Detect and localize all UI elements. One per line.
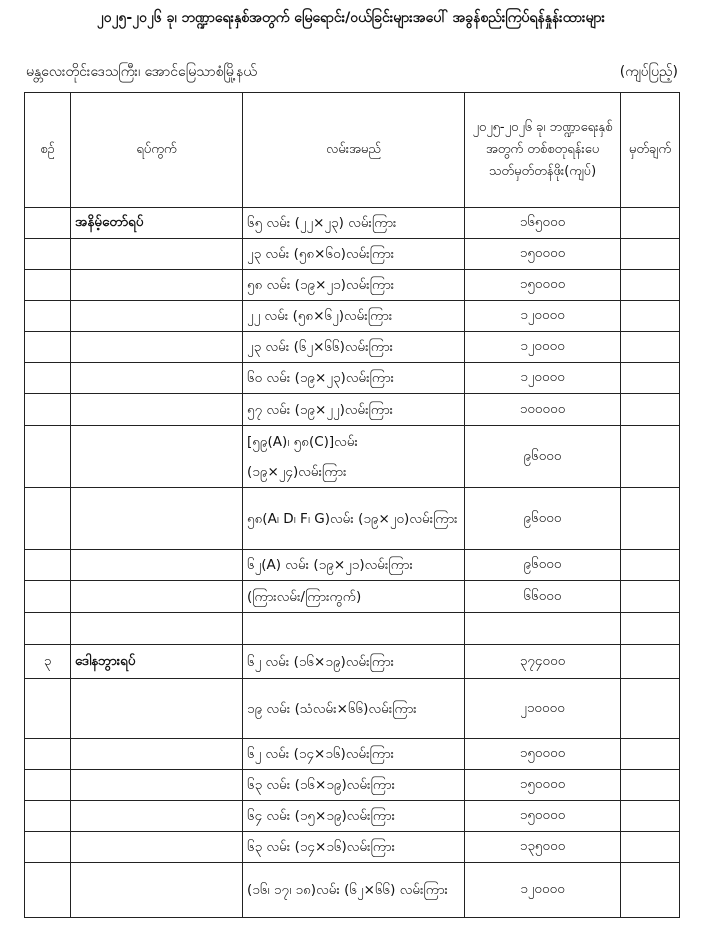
table-row (25, 332, 680, 363)
row-price: ၁၆၅၀၀၀ (465, 208, 621, 239)
region-label: မန္တလေးတိုင်းဒေသကြီး၊ အောင်မြေသာစံမြို့နယ် (26, 64, 257, 80)
row-remark (621, 332, 680, 363)
row-number (25, 739, 71, 770)
row-remark (621, 270, 680, 301)
row-remark (621, 581, 680, 613)
row-price: ၉၆၀၀၀ (465, 550, 621, 581)
row-remark (621, 363, 680, 394)
row-street: ၂၃ လမ်း (၅၈×၆၀)လမ်းကြား (243, 239, 465, 270)
table-row (25, 208, 680, 239)
row-township (71, 239, 243, 270)
table-row (25, 239, 680, 270)
row-street: ၆၂ လမ်း (၁၄×၁၆)လမ်းကြား (243, 739, 465, 770)
row-remark (621, 394, 680, 426)
row-township: ဒေါနဘွားရပ် (71, 645, 243, 679)
table-row (25, 645, 680, 679)
row-price: ၉၆၀၀၀ (465, 426, 621, 488)
row-price: ၁၂၀၀၀၀ (465, 332, 621, 363)
row-street: ၅၈(A၊ D၊ F၊ G)လမ်း (၁၉×၂၀)လမ်းကြား (243, 488, 465, 550)
row-price: ၃၇၄၀၀၀ (465, 645, 621, 679)
row-street: ၆၀ လမ်း (၁၉×၂၃)လမ်းကြား (243, 363, 465, 394)
row-remark (621, 301, 680, 332)
table-row (25, 270, 680, 301)
row-remark (621, 679, 680, 739)
row-township (71, 801, 243, 832)
row-remark (621, 739, 680, 770)
tax-rate-table (24, 92, 680, 918)
row-street: ၆၄ လမ်း (၁၅×၁၉)လမ်းကြား (243, 801, 465, 832)
row-number (25, 363, 71, 394)
table-header-row (25, 93, 680, 208)
row-number (25, 581, 71, 613)
row-number (25, 770, 71, 801)
row-number (25, 239, 71, 270)
row-price: ၉၆၀၀၀ (465, 488, 621, 550)
row-number (25, 301, 71, 332)
row-number (25, 801, 71, 832)
row-number: ၃ (25, 645, 71, 679)
row-number (25, 208, 71, 239)
row-price (465, 613, 621, 645)
row-remark (621, 770, 680, 801)
row-price: ၁၅၀၀၀၀ (465, 270, 621, 301)
row-price: ၁၅၀၀၀၀ (465, 801, 621, 832)
row-township (71, 270, 243, 301)
header-remark: မှတ်ချက် (621, 93, 680, 208)
row-township (71, 739, 243, 770)
document-title: ၂၀၂၅-၂၀၂၆ ခု၊ ဘဏ္ဍာရေးနှစ်အတွက် မြေရောင်း/ဝယ်ခြင်းများအပေါ် အခွန်စည်းကြပ်ရန်နှုန်းထားများ (96, 10, 606, 26)
row-number (25, 488, 71, 550)
row-price: ၁၅၀၀၀၀ (465, 770, 621, 801)
row-price: ၁၀၀၀၀၀ (465, 394, 621, 426)
row-remark (621, 208, 680, 239)
table-row (25, 613, 680, 645)
row-price: ၁၂၀၀၀၀ (465, 301, 621, 332)
table-row (25, 832, 680, 863)
row-price: ၁၂၀၀၀၀ (465, 363, 621, 394)
row-price: ၁၂၀၀၀၀ (465, 863, 621, 918)
table-body (25, 208, 680, 918)
row-township (71, 613, 243, 645)
row-remark (621, 801, 680, 832)
row-street: (၁၆၊ ၁၇၊ ၁၈)လမ်း (၆၂×၆၆) လမ်းကြား (243, 863, 465, 918)
unit-label: (ကျပ်ပြည့်) (619, 64, 678, 80)
table-row (25, 394, 680, 426)
row-number (25, 270, 71, 301)
row-township (71, 863, 243, 918)
table-row (25, 863, 680, 918)
row-number (25, 832, 71, 863)
row-township (71, 550, 243, 581)
table-row (25, 770, 680, 801)
table-row (25, 581, 680, 613)
row-township (71, 301, 243, 332)
row-street: ၅၇ လမ်း (၁၉×၂၂)လမ်းကြား (243, 394, 465, 426)
row-street: ၆၃ လမ်း (၁၄×၁၆)လမ်းကြား (243, 832, 465, 863)
table-row (25, 488, 680, 550)
row-price: ၁၃၅၀၀၀ (465, 832, 621, 863)
row-township (71, 488, 243, 550)
row-street: ၆၃ လမ်း (၁၆×၁၉)လမ်းကြား (243, 770, 465, 801)
row-street: [၅၉(A)၊ ၅၈(C)]လမ်း (၁၉×၂၄)လမ်းကြား (243, 426, 465, 488)
table-row (25, 363, 680, 394)
header-price: ၂၀၂၅-၂၀၂၆ ခု၊ ဘဏ္ဍာရေးနှစ်အတွက် တစ်စတုရန်းပေ သတ်မှတ်တန်ဖိုး(ကျပ်) (465, 93, 621, 208)
header-street: လမ်းအမည် (243, 93, 465, 208)
row-remark (621, 488, 680, 550)
header-no: စဉ် (25, 93, 71, 208)
row-remark (621, 863, 680, 918)
row-street: ၂၃ လမ်း (၆၂×၆၆)လမ်းကြား (243, 332, 465, 363)
row-number (25, 679, 71, 739)
row-township (71, 832, 243, 863)
row-street: ၆၂(A) လမ်း (၁၉×၂၁)လမ်းကြား (243, 550, 465, 581)
header-township: ရပ်ကွက် (71, 93, 243, 208)
row-remark (621, 832, 680, 863)
row-street: (ကြားလမ်း/ကြားကွက်) (243, 581, 465, 613)
table-row (25, 426, 680, 488)
row-remark (621, 550, 680, 581)
row-number (25, 863, 71, 918)
row-number (25, 613, 71, 645)
row-price: ၁၅၀၀၀၀ (465, 739, 621, 770)
row-street: ၂၂ လမ်း (၅၈×၆၂)လမ်းကြား (243, 301, 465, 332)
row-township (71, 679, 243, 739)
row-township (71, 332, 243, 363)
table-row (25, 739, 680, 770)
row-number (25, 394, 71, 426)
row-number (25, 550, 71, 581)
row-number (25, 332, 71, 363)
table-row (25, 301, 680, 332)
row-township: အနိမ့်တော်ရပ် (71, 208, 243, 239)
row-remark (621, 645, 680, 679)
row-price: ၁၅၀၀၀၀ (465, 239, 621, 270)
row-number (25, 426, 71, 488)
row-street: ၁၉ လမ်း (သံလမ်း×၆၆)လမ်းကြား (243, 679, 465, 739)
row-remark (621, 613, 680, 645)
row-street (243, 613, 465, 645)
row-price: ၂၁၀၀၀၀ (465, 679, 621, 739)
row-remark (621, 426, 680, 488)
table-row (25, 679, 680, 739)
row-street: ၆၅ လမ်း (၂၂×၂၃) လမ်းကြား (243, 208, 465, 239)
row-township (71, 581, 243, 613)
row-remark (621, 239, 680, 270)
row-price: ၆၆၀၀၀ (465, 581, 621, 613)
row-street: ၆၂ လမ်း (၁၆×၁၉)လမ်းကြား (243, 645, 465, 679)
row-township (71, 363, 243, 394)
table-row (25, 801, 680, 832)
row-township (71, 426, 243, 488)
row-street: ၅၈ လမ်း (၁၉×၂၁)လမ်းကြား (243, 270, 465, 301)
row-township (71, 394, 243, 426)
row-township (71, 770, 243, 801)
table-row (25, 550, 680, 581)
